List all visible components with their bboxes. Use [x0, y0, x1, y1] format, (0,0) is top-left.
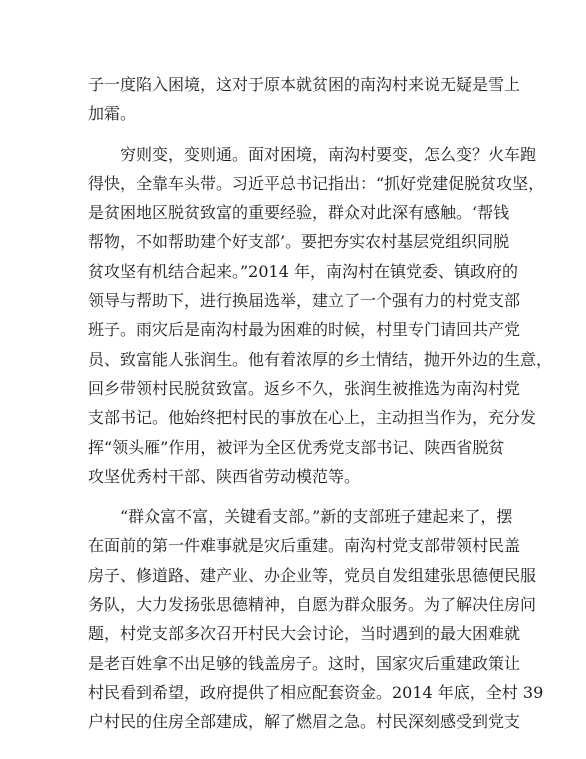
text-line: 房子、修道路、建产业、办企业等，党员自发组建张思德便民服 — [88, 565, 537, 585]
text-line: 题，村党支部多次召开村民大会讨论，当时遇到的最大困难就 — [88, 624, 521, 644]
paragraph-3 — [88, 502, 544, 736]
document-page — [88, 70, 553, 737]
text-line: 是贫困地区脱贫致富的重要经验，群众对此深有感触。‘帮钱 — [88, 203, 510, 223]
text-line: 加霜。 — [88, 104, 137, 124]
text-line: 贫攻坚有机结合起来。”2014 年，南沟村在镇党委、镇政府的 — [88, 261, 518, 281]
text-line: 务队，大力发扬张思德精神，自愿为群众服务。为了解决住房问 — [88, 595, 537, 615]
text-line: 穷则变，变则通。面对困境，南沟村要变，怎么变？火车跑 — [120, 144, 537, 164]
text-line: 得快，全靠车头带。习近平总书记指出：“抓好党建促脱贫攻坚， — [88, 173, 545, 193]
text-line: 帮物，不如帮助建个好支部’。要把夯实农村基层党组织同脱 — [88, 232, 510, 252]
text-line: 回乡带领村民脱贫致富。返乡不久，张润生被推选为南沟村党 — [88, 378, 521, 398]
paragraph-1 — [88, 70, 521, 129]
text-line: 子一度陷入困境，这对于原本就贫困的南沟村来说无疑是雪上 — [88, 75, 521, 94]
text-line: 户村民的住房全部建成，解了燃眉之急。村民深刻感受到党支 — [88, 712, 521, 732]
text-line: 村民看到希望，政府提供了相应配套资金。2014 年底，全村 39 — [88, 682, 544, 702]
text-line: 是老百姓拿不出足够的钱盖房子。这时，国家灾后重建政策让 — [88, 653, 521, 673]
text-line: 班子。雨灾后是南沟村最为困难的时候，村里专门请回共产党 — [88, 320, 521, 340]
text-line: 在面前的第一件难事就是灾后重建。南沟村党支部带领村民盖 — [88, 536, 521, 556]
text-line: 领导与帮助下，进行换届选举，建立了一个强有力的村党支部 — [88, 291, 521, 311]
paragraph-2 — [88, 140, 553, 492]
text-line: “群众富不富，关键看支部。”新的支部班子建起来了，摆 — [120, 507, 513, 527]
text-line: 员、致富能人张润生。他有着浓厚的乡土情结，抛开外边的生意， — [88, 349, 553, 369]
text-line: 挥“领头雁”作用，被评为全区优秀党支部书记、陕西省脱贫 — [88, 437, 505, 457]
text-line: 支部书记。他始终把村民的事放在心上，主动担当作为，充分发 — [88, 408, 537, 428]
text-line: 攻坚优秀村干部、陕西省劳动模范等。 — [88, 466, 361, 486]
